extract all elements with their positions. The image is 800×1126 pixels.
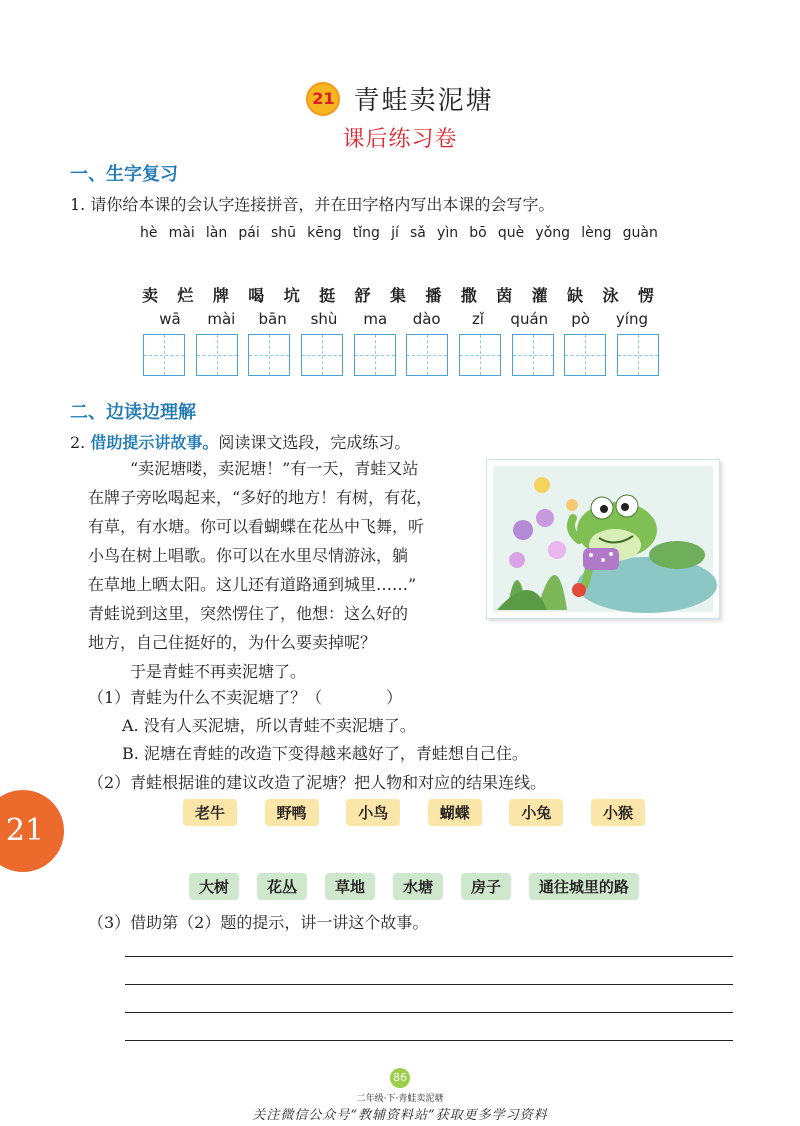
tian-box[interactable] bbox=[406, 334, 448, 376]
pinyin-option[interactable]: làn bbox=[205, 225, 228, 241]
characters-row bbox=[142, 283, 654, 306]
tian-box[interactable] bbox=[354, 334, 396, 376]
grid-pinyin: wā bbox=[159, 310, 181, 328]
pinyin-option[interactable]: shū bbox=[270, 225, 296, 241]
frog-illustration bbox=[486, 459, 720, 619]
grid-pinyin: zǐ bbox=[471, 310, 484, 328]
lesson-header bbox=[0, 80, 800, 117]
tian-box[interactable] bbox=[143, 334, 185, 376]
passage-line: “卖泥塘喽，卖泥塘！”有一天，青蛙又站 bbox=[130, 459, 419, 478]
lesson-number-badge: 21 bbox=[306, 82, 340, 116]
passage-line: 地方，自己住挺好的，为什么要卖掉呢？ bbox=[88, 633, 377, 652]
pinyin-option[interactable]: guàn bbox=[622, 225, 658, 241]
grid-pinyin: pò bbox=[571, 310, 590, 328]
tian-box[interactable] bbox=[301, 334, 343, 376]
writing-grid bbox=[143, 310, 659, 376]
character[interactable]: 泳 bbox=[602, 286, 619, 305]
person-pill[interactable]: 小鸟 bbox=[346, 799, 400, 826]
tian-box[interactable] bbox=[617, 334, 659, 376]
pinyin-option[interactable]: sǎ bbox=[410, 225, 426, 241]
grid-pinyin: dào bbox=[412, 310, 441, 328]
pinyin-options-row bbox=[140, 225, 658, 241]
question-1: 1. 请你给本课的会认字连接拼音，并在田字格内写出本课的会写字。 bbox=[70, 195, 555, 214]
footer-caption: 二年级·下·青蛙卖泥塘 bbox=[356, 1094, 444, 1104]
page-number: 86 bbox=[390, 1068, 410, 1088]
character[interactable]: 烂 bbox=[177, 286, 194, 305]
character[interactable]: 牌 bbox=[212, 286, 229, 305]
character[interactable]: 撒 bbox=[460, 286, 477, 305]
section1-heading: 一、生字复习 bbox=[70, 164, 178, 185]
grid-pinyin-row bbox=[143, 310, 659, 328]
passage-line: 在草地上晒太阳。这儿还有道路通到城里……” bbox=[88, 575, 417, 594]
section2-heading: 二、边读边理解 bbox=[70, 402, 196, 423]
pinyin-option[interactable]: tǐng bbox=[352, 225, 380, 241]
tian-grid-row bbox=[143, 334, 659, 376]
character[interactable]: 茵 bbox=[496, 286, 513, 305]
grid-pinyin: quán bbox=[510, 310, 549, 328]
grid-pinyin: yíng bbox=[615, 310, 648, 328]
grid-pinyin: mài bbox=[207, 310, 236, 328]
pinyin-option[interactable]: pái bbox=[238, 225, 260, 241]
pinyin-option[interactable]: kēng bbox=[307, 225, 342, 241]
passage-line: 在牌子旁吆喝起来，“多好的地方！有树，有花， bbox=[88, 488, 433, 507]
reading-passage bbox=[88, 454, 478, 686]
person-pill[interactable]: 小猴 bbox=[591, 799, 645, 826]
sub-question-3: （3）借助第（2）题的提示，讲一讲这个故事。 bbox=[88, 913, 429, 932]
footer-watermark: 关注微信公众号“教辅资料站”获取更多学习资料 bbox=[252, 1108, 548, 1123]
tian-box[interactable] bbox=[512, 334, 554, 376]
passage-line: 有草，有水塘。你可以看蝴蝶在花丛中飞舞，听 bbox=[88, 517, 425, 536]
result-pill[interactable]: 水塘 bbox=[393, 873, 443, 900]
answer-line[interactable] bbox=[125, 1012, 733, 1013]
character[interactable]: 挺 bbox=[319, 286, 336, 305]
result-pill[interactable]: 房子 bbox=[461, 873, 511, 900]
frog-illustration-art bbox=[487, 460, 719, 618]
pinyin-option[interactable]: yìn bbox=[437, 225, 459, 241]
lesson-side-tab: 21 bbox=[0, 790, 64, 872]
pinyin-option[interactable]: mài bbox=[168, 225, 195, 241]
character[interactable]: 坑 bbox=[283, 286, 300, 305]
lesson-title: 青蛙卖泥塘 bbox=[353, 86, 494, 116]
person-pill[interactable]: 蝴蝶 bbox=[428, 799, 482, 826]
sub-question-1: （1）青蛙为什么不卖泥塘了？（ ） bbox=[88, 688, 403, 707]
answer-line[interactable] bbox=[125, 1040, 733, 1041]
character[interactable]: 集 bbox=[389, 286, 406, 305]
pinyin-option[interactable]: jí bbox=[391, 225, 399, 241]
question-2-highlight: 借助提示讲故事。 bbox=[90, 433, 219, 452]
grid-pinyin: shù bbox=[310, 310, 338, 328]
pinyin-option[interactable]: yǒng bbox=[535, 225, 571, 241]
person-pill[interactable]: 小兔 bbox=[509, 799, 563, 826]
results-row bbox=[189, 873, 639, 900]
passage-line: 于是青蛙不再卖泥塘了。 bbox=[130, 662, 307, 681]
pinyin-option[interactable]: lèng bbox=[581, 225, 612, 241]
question-2-label: 2. bbox=[70, 433, 86, 452]
result-pill[interactable]: 通往城里的路 bbox=[529, 873, 639, 900]
tian-box[interactable] bbox=[459, 334, 501, 376]
character[interactable]: 舒 bbox=[354, 286, 371, 305]
character[interactable]: 缺 bbox=[567, 286, 584, 305]
question-2 bbox=[70, 430, 410, 453]
option-a[interactable]: A. 没有人买泥塘，所以青蛙不卖泥塘了。 bbox=[122, 716, 416, 735]
passage-line: 小鸟在树上唱歌。你可以在水里尽情游泳，躺 bbox=[88, 546, 409, 565]
passage-line: 青蛙说到这里，突然愣住了，他想：这么好的 bbox=[88, 604, 409, 623]
person-pill[interactable]: 野鸭 bbox=[265, 799, 319, 826]
people-row bbox=[183, 799, 645, 826]
pinyin-option[interactable]: bō bbox=[469, 225, 487, 241]
person-pill[interactable]: 老牛 bbox=[183, 799, 237, 826]
character[interactable]: 灌 bbox=[531, 286, 548, 305]
result-pill[interactable]: 大树 bbox=[189, 873, 239, 900]
tian-box[interactable] bbox=[564, 334, 606, 376]
character[interactable]: 喝 bbox=[248, 286, 265, 305]
answer-line[interactable] bbox=[125, 956, 733, 957]
tian-box[interactable] bbox=[248, 334, 290, 376]
result-pill[interactable]: 草地 bbox=[325, 873, 375, 900]
worksheet-subtitle: 课后练习卷 bbox=[342, 127, 458, 152]
character[interactable]: 愣 bbox=[637, 286, 654, 305]
result-pill[interactable]: 花丛 bbox=[257, 873, 307, 900]
tian-box[interactable] bbox=[196, 334, 238, 376]
sub-question-2: （2）青蛙根据谁的建议改造了泥塘？把人物和对应的结果连线。 bbox=[88, 773, 547, 792]
pinyin-option[interactable]: hè bbox=[140, 225, 158, 241]
answer-line[interactable] bbox=[125, 984, 733, 985]
grid-pinyin: bān bbox=[258, 310, 287, 328]
pinyin-option[interactable]: què bbox=[497, 225, 525, 241]
character[interactable]: 卖 bbox=[142, 286, 159, 305]
question-2-instruction: 阅读课文选段，完成练习。 bbox=[218, 433, 411, 452]
character[interactable]: 播 bbox=[425, 286, 442, 305]
grid-pinyin: ma bbox=[363, 310, 388, 328]
option-b[interactable]: B. 泥塘在青蛙的改造下变得越来越好了，青蛙想自己住。 bbox=[122, 744, 528, 763]
